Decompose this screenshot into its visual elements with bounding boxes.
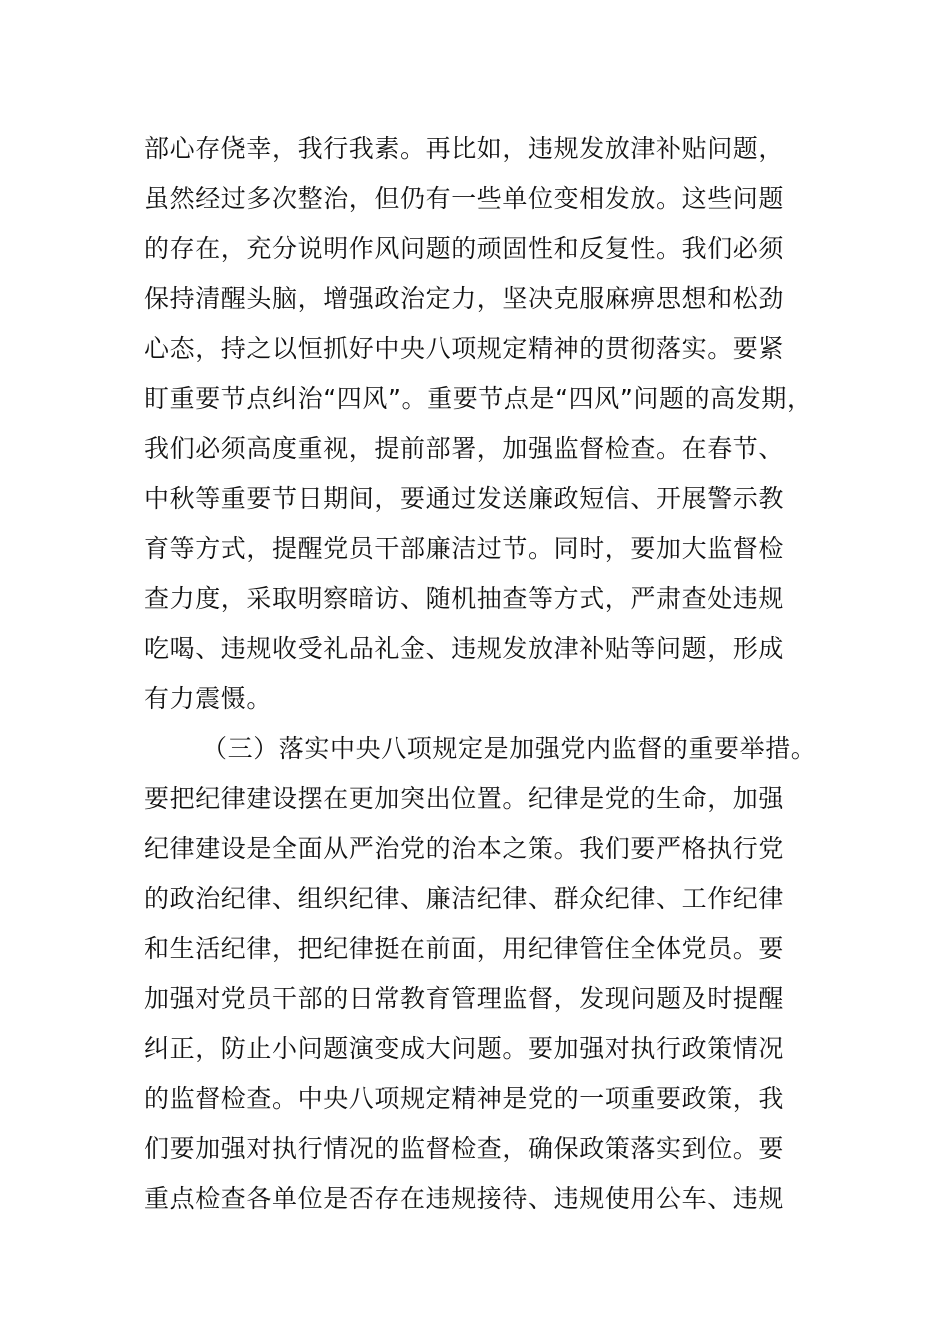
text-line: 吃喝、违规收受礼品礼金、违规发放津补贴等问题，形成 bbox=[144, 634, 785, 663]
text-line: 和生活纪律，把纪律挺在前面，用纪律管住全体党员。要 bbox=[144, 934, 785, 963]
text-line: 加强对党员干部的日常教育管理监督，发现问题及时提醒 bbox=[144, 984, 785, 1013]
text-line: 的政治纪律、组织纪律、廉洁纪律、群众纪律、工作纪律 bbox=[144, 884, 785, 913]
text-line: 我们必须高度重视，提前部署，加强监督检查。在春节、 bbox=[144, 434, 785, 463]
text-line: 的存在，充分说明作风问题的顽固性和反复性。我们必须 bbox=[144, 234, 785, 263]
text-line: 保持清醒头脑，增强政治定力，坚决克服麻痹思想和松劲 bbox=[144, 284, 785, 313]
text-line: 重点检查各单位是否存在违规接待、违规使用公车、违规 bbox=[144, 1184, 785, 1213]
text-line: 部心存侥幸，我行我素。再比如，违规发放津补贴问题， bbox=[144, 134, 785, 163]
text-line: 育等方式，提醒党员干部廉洁过节。同时，要加大监督检 bbox=[144, 534, 785, 563]
text-line: 纪律建设是全面从严治党的治本之策。我们要严格执行党 bbox=[144, 834, 785, 863]
text-line: 的监督检查。中央八项规定精神是党的一项重要政策，我 bbox=[144, 1084, 785, 1113]
text-line: 盯重要节点纠治“四风”。重要节点是“四风”问题的高发期， bbox=[144, 384, 813, 413]
text-line: 虽然经过多次整治，但仍有一些单位变相发放。这些问题 bbox=[144, 184, 785, 213]
text-line: 心态，持之以恒抓好中央八项规定精神的贯彻落实。要紧 bbox=[144, 334, 785, 363]
text-line: 查力度，采取明察暗访、随机抽查等方式，严肃查处违规 bbox=[144, 584, 785, 613]
text-line: 中秋等重要节日期间，要通过发送廉政短信、开展警示教 bbox=[144, 484, 785, 513]
text-line: 要把纪律建设摆在更加突出位置。纪律是党的生命，加强 bbox=[144, 784, 785, 813]
text-line: 纠正，防止小问题演变成大问题。要加强对执行政策情况 bbox=[144, 1034, 785, 1063]
section-heading: （三）落实中央八项规定是加强党内监督的重要举措。 bbox=[202, 734, 817, 763]
body-text bbox=[144, 124, 824, 1224]
text-line: 有力震慑。 bbox=[144, 684, 273, 713]
text-line: 们要加强对执行情况的监督检查，确保政策落实到位。要 bbox=[144, 1134, 785, 1163]
